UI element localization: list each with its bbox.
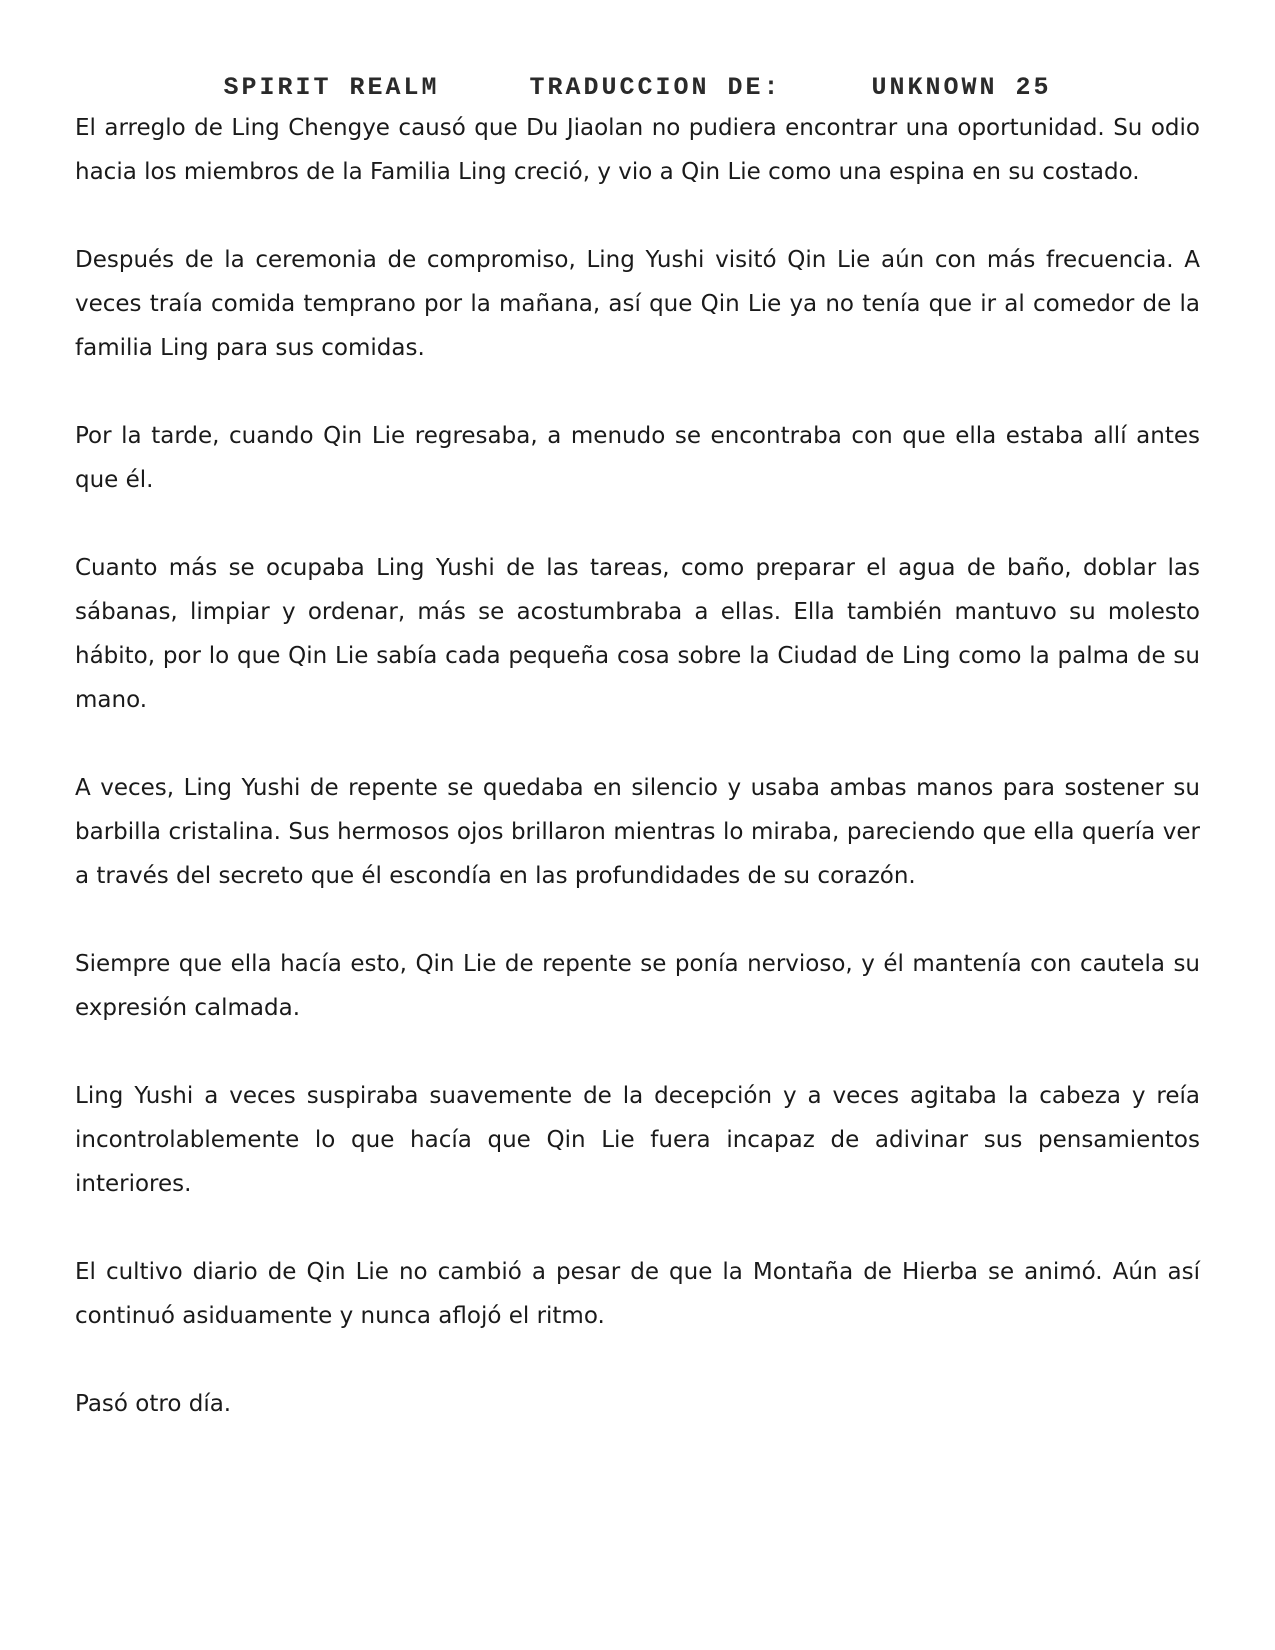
page-header	[75, 70, 1200, 106]
body-text	[75, 106, 1200, 1426]
paragraph: Pasó otro día.	[75, 1391, 232, 1417]
header-translation-label: TRADUCCION DE:	[529, 73, 782, 102]
header-title: SPIRIT REALM	[223, 73, 440, 102]
paragraph: El cultivo diario de Qin Lie no cambió a pesar de que la Montaña de Hierba se animó. Aún así continuó asiduamente y nunca aflojó el ritmo.	[75, 1259, 1200, 1329]
paragraph: Después de la ceremonia de compromiso, Ling Yushi visitó Qin Lie aún con más frecuencia. A veces traía comida temprano por la mañana, así que Qin Lie ya no tenía que ir al comedor de la familia Ling para sus comidas.	[75, 247, 1200, 361]
paragraph: El arreglo de Ling Chengye causó que Du Jiaolan no pudiera encontrar una oportunidad. Su odio hacia los miembros de la Familia Ling creció, y vio a Qin Lie como una espina en su costado.	[75, 115, 1200, 185]
header-translator: UNKNOWN 25	[871, 73, 1052, 102]
paragraph: Ling Yushi a veces suspiraba suavemente de la decepción y a veces agitaba la cabeza y reía incontrolablemente lo que hacía que Qin Lie fuera incapaz de adivinar sus pensamientos interiores.	[75, 1083, 1200, 1197]
paragraph: A veces, Ling Yushi de repente se quedaba en silencio y usaba ambas manos para sostener su barbilla cristalina. Sus hermosos ojos brillaron mientras lo miraba, pareciendo que ella quería ver a través del secreto que él escondía en las profundidades de su corazón.	[75, 775, 1200, 889]
paragraph: Cuanto más se ocupaba Ling Yushi de las tareas, como preparar el agua de baño, doblar las sábanas, limpiar y ordenar, más se acostumbraba a ellas. Ella también mantuvo su molesto hábito, por lo que Qin Lie sabía cada pequeña cosa sobre la Ciudad de Ling como la palma de su mano.	[75, 555, 1200, 713]
paragraph: Por la tarde, cuando Qin Lie regresaba, a menudo se encontraba con que ella estaba allí antes que él.	[75, 423, 1200, 493]
paragraph: Siempre que ella hacía esto, Qin Lie de repente se ponía nervioso, y él mantenía con cautela su expresión calmada.	[75, 951, 1200, 1021]
